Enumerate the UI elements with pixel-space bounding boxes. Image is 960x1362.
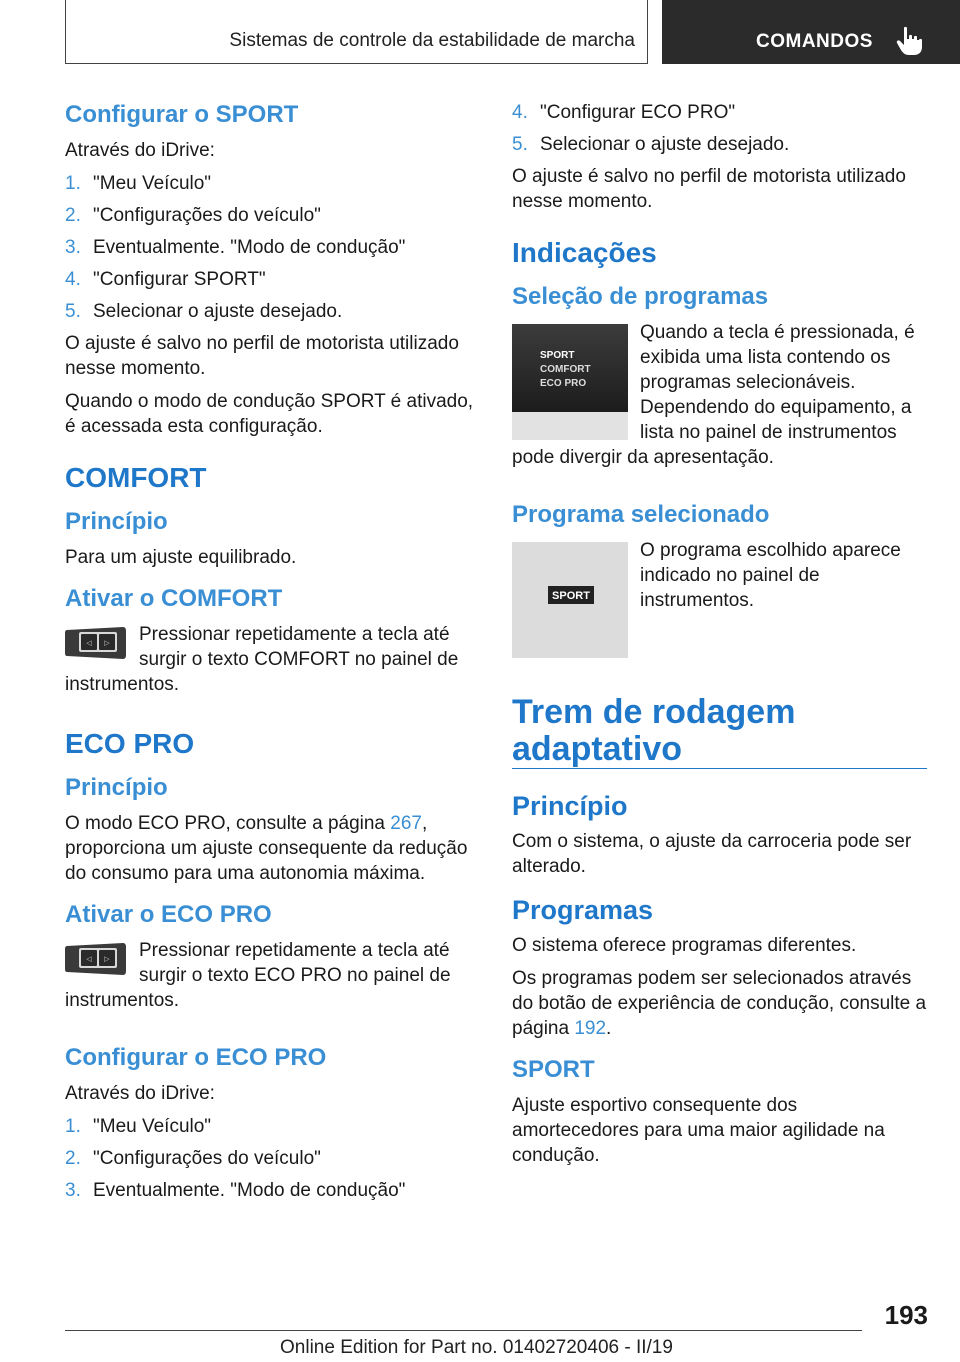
drive-mode-button-image: [65, 942, 127, 976]
svg-text:COMFORT: COMFORT: [540, 364, 591, 375]
list-item: 3. Eventualmente. "Modo de condução": [65, 1180, 406, 1201]
edition-text: Online Edition for Part no. 01402720406 - II/19: [280, 1337, 673, 1358]
paragraph: O sistema oferece programas diferentes.: [512, 935, 857, 956]
paragraph: Pressionar repetidamente a tecla até surgir o texto COMFORT no painel de instrumentos.: [65, 624, 459, 695]
heading-trem-rodagem: Trem de rodagem adaptativo: [512, 693, 796, 768]
list-item: 5. Selecionar o ajuste desejado.: [65, 301, 343, 322]
paragraph: Quando o modo de condução SPORT é ativado, é acessada esta configuração.: [65, 391, 474, 437]
heading-eco-pro: ECO PRO: [65, 728, 195, 759]
list-item: 4. "Configurar SPORT": [65, 269, 266, 290]
paragraph: Os programas podem ser selecionados através do botão de experiência de condução, consulte a página 192.: [512, 968, 927, 1039]
heading-principio: Princípio: [65, 508, 168, 535]
svg-text:◁: ◁: [86, 639, 92, 647]
heading-trem-rodagem-block: [512, 694, 927, 769]
hand-pointer-icon: [895, 25, 925, 57]
heading-selecao-programas: Seleção de programas: [512, 283, 769, 310]
page-link[interactable]: 192: [574, 1018, 607, 1039]
selected-program-display-image: [512, 542, 628, 658]
heading-indicacoes: Indicações: [512, 237, 657, 268]
steps-list: [65, 171, 480, 324]
svg-text:▷: ▷: [104, 955, 110, 963]
heading-ativar-comfort: Ativar o COMFORT: [65, 585, 283, 612]
steps-list: [65, 1114, 480, 1203]
heading-principio: Princípio: [512, 791, 628, 821]
chapter-tab[interactable]: [662, 0, 960, 64]
list-item: 2. "Configurações do veículo": [65, 1148, 321, 1169]
paragraph: Através do iDrive:: [65, 1083, 215, 1104]
heading-programas: Programas: [512, 895, 654, 925]
paragraph: Pressionar repetidamente a tecla até surgir o texto ECO PRO no painel de instrumentos.: [65, 940, 451, 1011]
svg-text:SPORT: SPORT: [552, 590, 590, 602]
drive-mode-button-image: [65, 626, 127, 660]
heading-configurar-eco-pro: Configurar o ECO PRO: [65, 1044, 327, 1071]
paragraph: O ajuste é salvo no perfil de motorista utilizado nesse momento.: [65, 333, 459, 379]
paragraph: O programa escolhido aparece indicado no painel de instrumentos.: [640, 540, 901, 611]
chapter-tab-label: COMANDOS: [756, 31, 873, 52]
paragraph: Para um ajuste equilibrado.: [65, 547, 297, 568]
heading-ativar-eco-pro: Ativar o ECO PRO: [65, 901, 272, 928]
page-link[interactable]: 267: [390, 813, 422, 834]
list-item: 2. "Configurações do veículo": [65, 205, 321, 226]
paragraph: Com o sistema, o ajuste da carroceria pode ser alterado.: [512, 831, 912, 877]
heading-configurar-sport: Configurar o SPORT: [65, 101, 299, 128]
header-frame: [65, 0, 648, 64]
list-item: 4. "Configurar ECO PRO": [512, 102, 736, 123]
section-title: Sistemas de controle da estabilidade de marcha: [229, 30, 635, 51]
list-item: 1. "Meu Veículo": [65, 1116, 212, 1137]
paragraph: O ajuste é salvo no perfil de motorista utilizado nesse momento.: [512, 166, 906, 212]
heading-sport: SPORT: [512, 1056, 595, 1083]
footer-divider: [65, 1330, 862, 1331]
paragraph: O modo ECO PRO, consulte a página 267, proporciona um ajuste consequente da redução do consumo para uma autonomia máxima.: [65, 813, 468, 884]
svg-text:SPORT: SPORT: [540, 350, 575, 361]
heading-comfort: COMFORT: [65, 462, 207, 493]
steps-list: [512, 100, 927, 157]
paragraph: Ajuste esportivo consequente dos amortecedores para uma maior agilidade na condução.: [512, 1095, 885, 1166]
page-number: 193: [884, 1300, 928, 1330]
paragraph: Quando a tecla é pressionada, é exibida uma lista contendo os programas selecionáveis. Dependendo do equipamento, a lista no painel de instrumentos pode divergir da apresentação.: [512, 322, 915, 468]
svg-text:ECO PRO: ECO PRO: [540, 378, 587, 389]
paragraph: Através do iDrive:: [65, 140, 215, 161]
list-item: 3. Eventualmente. "Modo de condução": [65, 237, 406, 258]
right-column: [512, 100, 927, 1176]
list-item: 1. "Meu Veículo": [65, 173, 212, 194]
svg-text:▷: ▷: [104, 639, 110, 647]
heading-principio: Princípio: [65, 774, 168, 801]
svg-text:◁: ◁: [86, 955, 92, 963]
left-column: [65, 100, 480, 1210]
list-item: 5. Selecionar o ajuste desejado.: [512, 134, 790, 155]
heading-programa-selecionado: Programa selecionado: [512, 501, 770, 528]
program-list-display-image: [512, 324, 628, 440]
